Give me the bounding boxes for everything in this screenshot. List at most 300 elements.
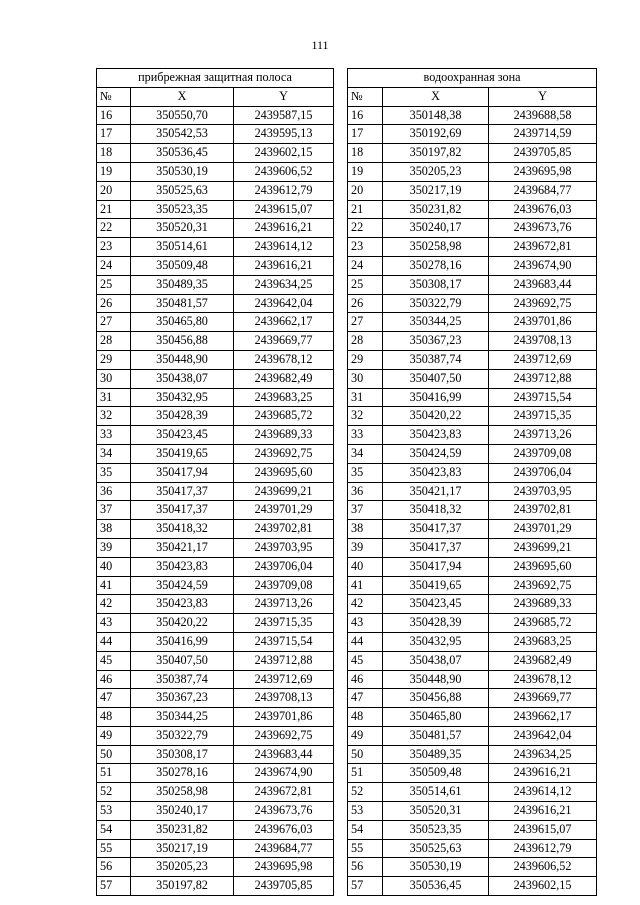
left-x-coordinate: 350417,94: [131, 463, 234, 482]
left-point-number: 48: [97, 708, 131, 727]
table-row: [97, 444, 597, 463]
left-y-coordinate: 2439678,12: [234, 350, 334, 369]
right-x-coordinate: 350417,37: [383, 520, 489, 539]
right-y-coordinate: 2439713,26: [489, 426, 597, 445]
right-x-coordinate: 350525,63: [383, 839, 489, 858]
left-y-coordinate: 2439615,07: [234, 200, 334, 219]
table-row: [97, 595, 597, 614]
right-point-number: 50: [348, 745, 383, 764]
left-point-number: 21: [97, 200, 131, 219]
left-y-coordinate: 2439715,35: [234, 614, 334, 633]
right-col-y-header: Y: [489, 87, 597, 106]
right-point-number: 24: [348, 256, 383, 275]
left-point-number: 18: [97, 144, 131, 163]
left-y-coordinate: 2439616,21: [234, 256, 334, 275]
left-y-coordinate: 2439689,33: [234, 426, 334, 445]
right-x-coordinate: 350428,39: [383, 614, 489, 633]
left-point-number: 36: [97, 482, 131, 501]
right-point-number: 49: [348, 726, 383, 745]
right-point-number: 36: [348, 482, 383, 501]
table-gap: [334, 708, 348, 727]
left-y-coordinate: 2439642,04: [234, 294, 334, 313]
right-y-coordinate: 2439689,33: [489, 595, 597, 614]
left-x-coordinate: 350418,32: [131, 520, 234, 539]
table-row: [97, 670, 597, 689]
left-point-number: 54: [97, 820, 131, 839]
right-y-coordinate: 2439672,81: [489, 238, 597, 257]
table-row: [97, 275, 597, 294]
left-y-coordinate: 2439695,60: [234, 463, 334, 482]
left-x-coordinate: 350525,63: [131, 181, 234, 200]
right-point-number: 37: [348, 501, 383, 520]
right-x-coordinate: 350509,48: [383, 764, 489, 783]
left-y-coordinate: 2439672,81: [234, 783, 334, 802]
left-y-coordinate: 2439595,13: [234, 125, 334, 144]
left-point-number: 46: [97, 670, 131, 689]
left-x-coordinate: 350420,22: [131, 614, 234, 633]
left-y-coordinate: 2439685,72: [234, 407, 334, 426]
right-x-coordinate: 350217,19: [383, 181, 489, 200]
table-gap: [334, 595, 348, 614]
table-row: [97, 463, 597, 482]
right-point-number: 19: [348, 162, 383, 181]
table-row: [97, 313, 597, 332]
table-row: [97, 858, 597, 877]
left-point-number: 17: [97, 125, 131, 144]
left-x-coordinate: 350407,50: [131, 651, 234, 670]
right-y-coordinate: 2439602,15: [489, 877, 597, 896]
left-point-number: 40: [97, 557, 131, 576]
left-x-coordinate: 350514,61: [131, 238, 234, 257]
right-point-number: 55: [348, 839, 383, 858]
right-x-coordinate: 350489,35: [383, 745, 489, 764]
table-gap: [334, 670, 348, 689]
right-y-coordinate: 2439706,04: [489, 463, 597, 482]
table-row: [97, 407, 597, 426]
left-x-coordinate: 350205,23: [131, 858, 234, 877]
left-y-coordinate: 2439683,44: [234, 745, 334, 764]
right-x-coordinate: 350423,45: [383, 595, 489, 614]
table-row: [97, 238, 597, 257]
left-point-number: 52: [97, 783, 131, 802]
right-y-coordinate: 2439683,44: [489, 275, 597, 294]
table-row: [97, 726, 597, 745]
left-x-coordinate: 350240,17: [131, 802, 234, 821]
left-y-coordinate: 2439587,15: [234, 106, 334, 125]
left-y-coordinate: 2439674,90: [234, 764, 334, 783]
left-y-coordinate: 2439703,95: [234, 538, 334, 557]
right-y-coordinate: 2439695,60: [489, 557, 597, 576]
right-point-number: 26: [348, 294, 383, 313]
right-x-coordinate: 350387,74: [383, 350, 489, 369]
right-point-number: 54: [348, 820, 383, 839]
table-gap: [334, 426, 348, 445]
right-x-coordinate: 350344,25: [383, 313, 489, 332]
table-gap: [334, 87, 348, 106]
column-header-row: [97, 87, 597, 106]
left-y-coordinate: 2439712,69: [234, 670, 334, 689]
right-y-coordinate: 2439612,79: [489, 839, 597, 858]
table-gap: [334, 313, 348, 332]
left-y-coordinate: 2439699,21: [234, 482, 334, 501]
right-y-coordinate: 2439662,17: [489, 708, 597, 727]
right-y-coordinate: 2439634,25: [489, 745, 597, 764]
right-y-coordinate: 2439712,88: [489, 369, 597, 388]
left-x-coordinate: 350424,59: [131, 576, 234, 595]
left-point-number: 56: [97, 858, 131, 877]
right-y-coordinate: 2439703,95: [489, 482, 597, 501]
left-x-coordinate: 350231,82: [131, 820, 234, 839]
right-point-number: 31: [348, 388, 383, 407]
table-row: [97, 125, 597, 144]
right-x-coordinate: 350417,37: [383, 538, 489, 557]
left-x-coordinate: 350258,98: [131, 783, 234, 802]
right-x-coordinate: 350418,32: [383, 501, 489, 520]
right-y-coordinate: 2439673,76: [489, 219, 597, 238]
left-x-coordinate: 350421,17: [131, 538, 234, 557]
left-point-number: 49: [97, 726, 131, 745]
left-y-coordinate: 2439673,76: [234, 802, 334, 821]
right-point-number: 22: [348, 219, 383, 238]
right-point-number: 56: [348, 858, 383, 877]
left-y-coordinate: 2439692,75: [234, 726, 334, 745]
right-point-number: 52: [348, 783, 383, 802]
table-row: [97, 426, 597, 445]
right-y-coordinate: 2439678,12: [489, 670, 597, 689]
right-y-coordinate: 2439715,54: [489, 388, 597, 407]
right-point-number: 35: [348, 463, 383, 482]
table-gap: [334, 219, 348, 238]
table-row: [97, 538, 597, 557]
left-point-number: 28: [97, 332, 131, 351]
left-point-number: 20: [97, 181, 131, 200]
left-x-coordinate: 350456,88: [131, 332, 234, 351]
right-point-number: 48: [348, 708, 383, 727]
right-x-coordinate: 350367,23: [383, 332, 489, 351]
table-gap: [334, 256, 348, 275]
right-x-coordinate: 350420,22: [383, 407, 489, 426]
table-row: [97, 219, 597, 238]
left-x-coordinate: 350423,83: [131, 595, 234, 614]
left-point-number: 23: [97, 238, 131, 257]
left-x-coordinate: 350438,07: [131, 369, 234, 388]
left-x-coordinate: 350387,74: [131, 670, 234, 689]
right-x-coordinate: 350197,82: [383, 144, 489, 163]
table-row: [97, 614, 597, 633]
table-gap: [334, 200, 348, 219]
left-y-coordinate: 2439612,79: [234, 181, 334, 200]
right-y-coordinate: 2439699,21: [489, 538, 597, 557]
left-point-number: 41: [97, 576, 131, 595]
right-y-coordinate: 2439692,75: [489, 294, 597, 313]
table-gap: [334, 350, 348, 369]
table-gap: [334, 463, 348, 482]
table-gap: [334, 764, 348, 783]
left-point-number: 30: [97, 369, 131, 388]
left-point-number: 31: [97, 388, 131, 407]
left-y-coordinate: 2439692,75: [234, 444, 334, 463]
left-y-coordinate: 2439682,49: [234, 369, 334, 388]
right-y-coordinate: 2439669,77: [489, 689, 597, 708]
left-point-number: 44: [97, 632, 131, 651]
left-y-coordinate: 2439713,26: [234, 595, 334, 614]
table-row: [97, 181, 597, 200]
right-point-number: 30: [348, 369, 383, 388]
right-x-coordinate: 350530,19: [383, 858, 489, 877]
left-x-coordinate: 350432,95: [131, 388, 234, 407]
left-col-y-header: Y: [234, 87, 334, 106]
table-gap: [334, 238, 348, 257]
left-point-number: 19: [97, 162, 131, 181]
right-point-number: 21: [348, 200, 383, 219]
left-point-number: 16: [97, 106, 131, 125]
right-point-number: 57: [348, 877, 383, 896]
table-gap: [334, 162, 348, 181]
left-y-coordinate: 2439715,54: [234, 632, 334, 651]
right-x-coordinate: 350465,80: [383, 708, 489, 727]
table-row: [97, 144, 597, 163]
left-x-coordinate: 350367,23: [131, 689, 234, 708]
table-row: [97, 200, 597, 219]
left-y-coordinate: 2439708,13: [234, 689, 334, 708]
right-point-number: 42: [348, 595, 383, 614]
table-gap: [334, 482, 348, 501]
left-point-number: 35: [97, 463, 131, 482]
left-x-coordinate: 350419,65: [131, 444, 234, 463]
left-col-x-header: X: [131, 87, 234, 106]
table-row: [97, 256, 597, 275]
left-point-number: 42: [97, 595, 131, 614]
table-row: [97, 689, 597, 708]
right-y-coordinate: 2439642,04: [489, 726, 597, 745]
left-x-coordinate: 350416,99: [131, 632, 234, 651]
right-col-num-header: №: [348, 87, 383, 106]
table-gap: [334, 294, 348, 313]
table-row: [97, 369, 597, 388]
left-y-coordinate: 2439701,86: [234, 708, 334, 727]
right-y-coordinate: 2439702,81: [489, 501, 597, 520]
table-row: [97, 576, 597, 595]
right-x-coordinate: 350423,83: [383, 426, 489, 445]
right-point-number: 41: [348, 576, 383, 595]
right-x-coordinate: 350308,17: [383, 275, 489, 294]
left-x-coordinate: 350536,45: [131, 144, 234, 163]
right-x-coordinate: 350424,59: [383, 444, 489, 463]
left-x-coordinate: 350523,35: [131, 200, 234, 219]
table-gap: [334, 332, 348, 351]
right-x-coordinate: 350258,98: [383, 238, 489, 257]
table-gap: [334, 858, 348, 877]
right-y-coordinate: 2439616,21: [489, 764, 597, 783]
left-point-number: 33: [97, 426, 131, 445]
table-row: [97, 294, 597, 313]
right-point-number: 45: [348, 651, 383, 670]
right-point-number: 18: [348, 144, 383, 163]
left-y-coordinate: 2439709,08: [234, 576, 334, 595]
left-point-number: 43: [97, 614, 131, 633]
right-y-coordinate: 2439614,12: [489, 783, 597, 802]
table-row: [97, 708, 597, 727]
table-gap: [334, 802, 348, 821]
table-row: [97, 632, 597, 651]
right-point-number: 20: [348, 181, 383, 200]
right-y-coordinate: 2439715,35: [489, 407, 597, 426]
left-x-coordinate: 350481,57: [131, 294, 234, 313]
right-x-coordinate: 350322,79: [383, 294, 489, 313]
left-x-coordinate: 350530,19: [131, 162, 234, 181]
left-x-coordinate: 350217,19: [131, 839, 234, 858]
right-x-coordinate: 350536,45: [383, 877, 489, 896]
right-y-coordinate: 2439616,21: [489, 802, 597, 821]
left-point-number: 53: [97, 802, 131, 821]
left-point-number: 26: [97, 294, 131, 313]
right-x-coordinate: 350148,38: [383, 106, 489, 125]
left-col-num-header: №: [97, 87, 131, 106]
right-x-coordinate: 350416,99: [383, 388, 489, 407]
left-point-number: 24: [97, 256, 131, 275]
right-y-coordinate: 2439701,29: [489, 520, 597, 539]
left-point-number: 37: [97, 501, 131, 520]
left-section-title: прибрежная защитная полоса: [97, 69, 334, 88]
table-gap: [334, 839, 348, 858]
table-row: [97, 783, 597, 802]
right-point-number: 17: [348, 125, 383, 144]
table-gap: [334, 388, 348, 407]
left-x-coordinate: 350423,83: [131, 557, 234, 576]
left-point-number: 32: [97, 407, 131, 426]
right-y-coordinate: 2439615,07: [489, 820, 597, 839]
table-row: [97, 501, 597, 520]
right-x-coordinate: 350520,31: [383, 802, 489, 821]
left-point-number: 45: [97, 651, 131, 670]
right-point-number: 29: [348, 350, 383, 369]
right-y-coordinate: 2439708,13: [489, 332, 597, 351]
table-gap: [334, 369, 348, 388]
right-y-coordinate: 2439674,90: [489, 256, 597, 275]
table-gap: [334, 726, 348, 745]
right-x-coordinate: 350423,83: [383, 463, 489, 482]
right-point-number: 25: [348, 275, 383, 294]
left-point-number: 50: [97, 745, 131, 764]
right-point-number: 47: [348, 689, 383, 708]
right-y-coordinate: 2439695,98: [489, 162, 597, 181]
right-y-coordinate: 2439684,77: [489, 181, 597, 200]
left-y-coordinate: 2439662,17: [234, 313, 334, 332]
coordinates-table: [96, 68, 597, 896]
right-col-x-header: X: [383, 87, 489, 106]
table-gap: [334, 651, 348, 670]
right-x-coordinate: 350481,57: [383, 726, 489, 745]
right-x-coordinate: 350438,07: [383, 651, 489, 670]
right-x-coordinate: 350205,23: [383, 162, 489, 181]
left-x-coordinate: 350465,80: [131, 313, 234, 332]
right-x-coordinate: 350407,50: [383, 369, 489, 388]
table-gap: [334, 125, 348, 144]
right-point-number: 40: [348, 557, 383, 576]
table-gap: [334, 745, 348, 764]
left-x-coordinate: 350423,45: [131, 426, 234, 445]
table-row: [97, 839, 597, 858]
right-point-number: 34: [348, 444, 383, 463]
right-point-number: 23: [348, 238, 383, 257]
table-row: [97, 745, 597, 764]
right-y-coordinate: 2439688,58: [489, 106, 597, 125]
left-y-coordinate: 2439614,12: [234, 238, 334, 257]
table-gap: [334, 576, 348, 595]
right-x-coordinate: 350456,88: [383, 689, 489, 708]
right-x-coordinate: 350240,17: [383, 219, 489, 238]
right-point-number: 46: [348, 670, 383, 689]
left-y-coordinate: 2439702,81: [234, 520, 334, 539]
table-row: [97, 332, 597, 351]
right-y-coordinate: 2439714,59: [489, 125, 597, 144]
right-y-coordinate: 2439705,85: [489, 144, 597, 163]
table-gap: [334, 689, 348, 708]
right-y-coordinate: 2439683,25: [489, 632, 597, 651]
right-x-coordinate: 350419,65: [383, 576, 489, 595]
right-x-coordinate: 350514,61: [383, 783, 489, 802]
right-point-number: 38: [348, 520, 383, 539]
left-y-coordinate: 2439712,88: [234, 651, 334, 670]
table-gap: [334, 444, 348, 463]
right-y-coordinate: 2439712,69: [489, 350, 597, 369]
left-y-coordinate: 2439683,25: [234, 388, 334, 407]
left-y-coordinate: 2439606,52: [234, 162, 334, 181]
left-x-coordinate: 350542,53: [131, 125, 234, 144]
left-point-number: 51: [97, 764, 131, 783]
page-number: 111: [311, 38, 329, 52]
left-y-coordinate: 2439706,04: [234, 557, 334, 576]
right-x-coordinate: 350231,82: [383, 200, 489, 219]
table-gap: [334, 820, 348, 839]
table-gap: [334, 783, 348, 802]
right-y-coordinate: 2439685,72: [489, 614, 597, 633]
table-gap: [334, 501, 348, 520]
table-gap: [334, 407, 348, 426]
right-x-coordinate: 350448,90: [383, 670, 489, 689]
right-y-coordinate: 2439692,75: [489, 576, 597, 595]
left-x-coordinate: 350308,17: [131, 745, 234, 764]
table-gap: [334, 275, 348, 294]
left-x-coordinate: 350550,70: [131, 106, 234, 125]
table-row: [97, 802, 597, 821]
right-y-coordinate: 2439701,86: [489, 313, 597, 332]
table-gap: [334, 69, 348, 88]
left-y-coordinate: 2439684,77: [234, 839, 334, 858]
left-x-coordinate: 350520,31: [131, 219, 234, 238]
table-row: [97, 820, 597, 839]
left-y-coordinate: 2439701,29: [234, 501, 334, 520]
table-row: [97, 162, 597, 181]
table-row: [97, 388, 597, 407]
right-y-coordinate: 2439676,03: [489, 200, 597, 219]
left-point-number: 25: [97, 275, 131, 294]
right-point-number: 33: [348, 426, 383, 445]
right-point-number: 39: [348, 538, 383, 557]
left-x-coordinate: 350197,82: [131, 877, 234, 896]
table-row: [97, 651, 597, 670]
left-point-number: 47: [97, 689, 131, 708]
left-x-coordinate: 350417,37: [131, 482, 234, 501]
right-x-coordinate: 350523,35: [383, 820, 489, 839]
left-point-number: 55: [97, 839, 131, 858]
right-point-number: 44: [348, 632, 383, 651]
table-gap: [334, 144, 348, 163]
left-y-coordinate: 2439676,03: [234, 820, 334, 839]
left-y-coordinate: 2439602,15: [234, 144, 334, 163]
right-x-coordinate: 350432,95: [383, 632, 489, 651]
right-point-number: 43: [348, 614, 383, 633]
